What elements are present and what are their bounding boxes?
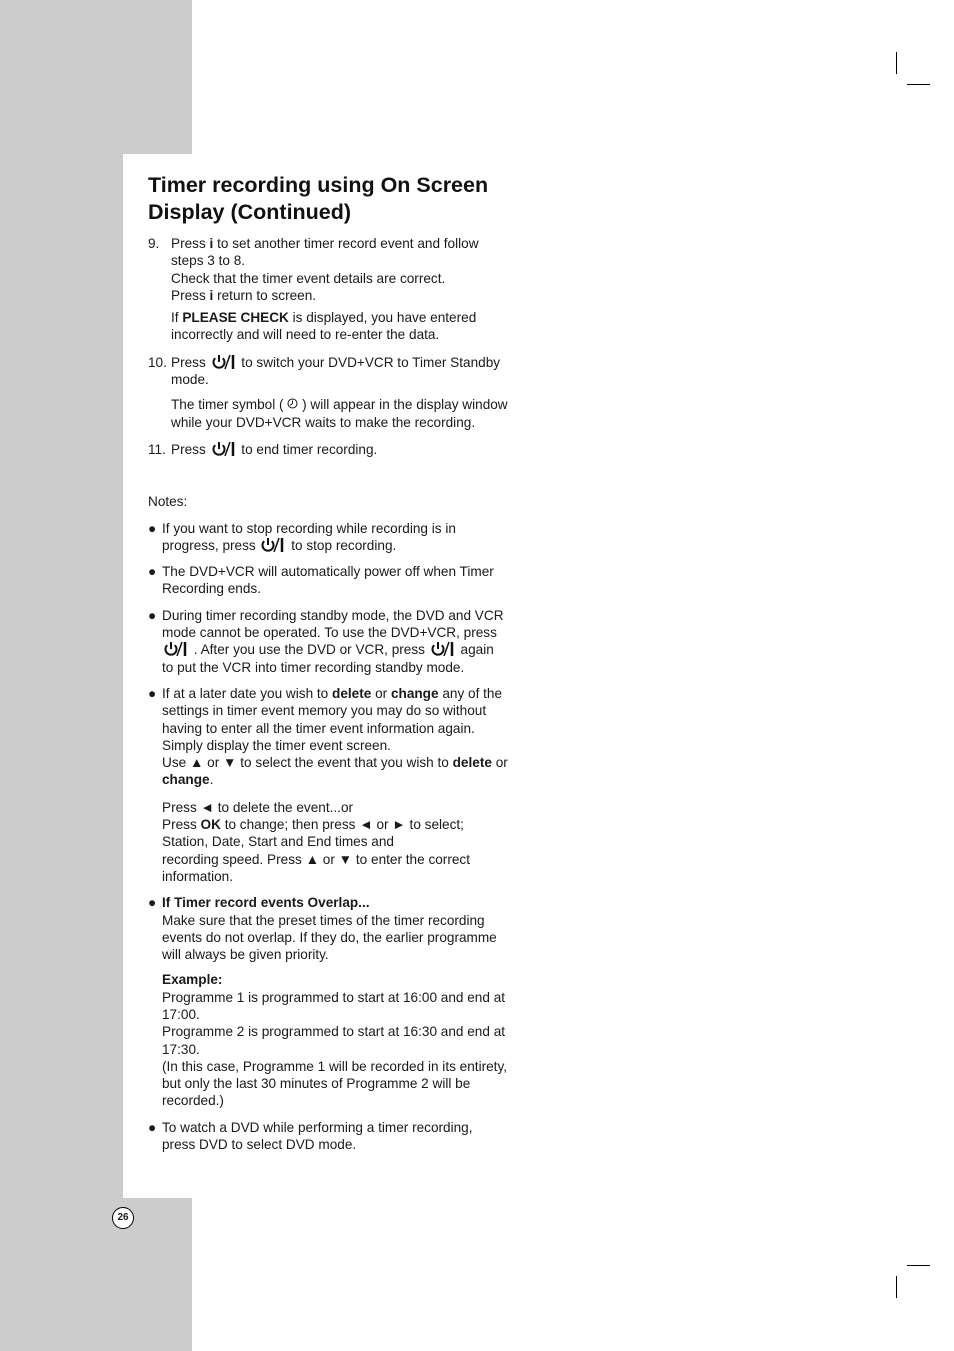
page-title: Timer recording using On Screen Display (Continued) bbox=[148, 173, 489, 224]
bullet: ● bbox=[148, 564, 157, 580]
note-text: To watch a DVD while performing a timer recording, press DVD to select DVD mode. bbox=[162, 1119, 473, 1153]
step-9 bbox=[148, 235, 508, 344]
crop-mark-top-horizontal bbox=[907, 84, 930, 85]
bullet: ● bbox=[148, 895, 157, 911]
step-11 bbox=[148, 441, 508, 458]
step-number: 10. bbox=[148, 354, 167, 370]
bullet: ● bbox=[148, 1119, 157, 1135]
power-standby-icon bbox=[211, 441, 237, 457]
page-number: 26 bbox=[112, 1207, 134, 1229]
bullet: ● bbox=[148, 607, 157, 623]
timer-clock-icon bbox=[287, 398, 298, 409]
step-number: 11. bbox=[148, 441, 166, 457]
example-heading: Example: bbox=[162, 972, 223, 988]
note-1 bbox=[148, 520, 508, 555]
power-standby-icon bbox=[430, 641, 456, 657]
step-10 bbox=[148, 354, 508, 431]
note-5 bbox=[148, 894, 508, 1110]
step-9-line-a: Press i to set another timer record event and follow steps 3 to 8. bbox=[171, 236, 479, 269]
overlap-heading: If Timer record events Overlap... bbox=[162, 895, 370, 911]
crop-mark-bottom-horizontal bbox=[907, 1265, 930, 1266]
note-4 bbox=[148, 685, 508, 885]
note-2 bbox=[148, 563, 508, 598]
step-10-line-a: Press to switch your DVD+VCR to Timer Standby mode. bbox=[171, 354, 501, 388]
step-9-warning: If PLEASE CHECK is displayed, you have entered incorrectly and will need to re-enter the data. bbox=[171, 310, 477, 343]
note-text: The DVD+VCR will automatically power off when Timer Recording ends. bbox=[162, 564, 494, 597]
bullet: ● bbox=[148, 520, 157, 536]
crop-mark-top-vertical bbox=[896, 52, 897, 74]
instructions-body bbox=[148, 235, 508, 1153]
power-standby-icon bbox=[211, 354, 237, 370]
step-text bbox=[171, 235, 508, 344]
crop-mark-bottom-vertical bbox=[896, 1276, 897, 1298]
step-number: 9. bbox=[148, 236, 160, 251]
step-text bbox=[171, 354, 508, 431]
note-text: If you want to stop recording while recording is in progress, press to stop recording. bbox=[162, 520, 456, 553]
step-text bbox=[171, 441, 508, 458]
power-standby-icon bbox=[163, 641, 189, 657]
note-text: If at a later date you wish to delete or change any of the settings in timer event memory you may do so without having to enter all the timer event information again. Simply display the timer event screen. Use ▲ or ▼ to select the event that you wish to delete or change. Press ◄ to delete the event...or Press OK to change; then press ◄ or ► to select; Station, Date, Start and End times and recording speed. Press ▲ or ▼ to enter the correct information. bbox=[162, 685, 508, 884]
note-text: If Timer record events Overlap... Make sure that the preset times of the timer recording events do not overlap. If they do, the earlier programme will always be given priority. Example: Programme 1 is programmed to start at 16:00 and end at 17:00. Programme 2 is programmed to start at 16:30 and end at 17:30. (In this case, Programme 1 will be recorded in its entirety, but only the last 30 minutes of Programme 2 will be recorded.) bbox=[162, 895, 508, 1109]
power-standby-icon bbox=[260, 537, 286, 553]
note-3 bbox=[148, 607, 508, 676]
note-6 bbox=[148, 1119, 508, 1154]
notes-heading: Notes: bbox=[148, 494, 188, 510]
note-text: During timer recording standby mode, the DVD and VCR mode cannot be operated. To use the DVD+VCR, press . After you use the DVD or VCR, press again to put the VCR into timer recording standby mode. bbox=[162, 607, 504, 675]
step-10-line-b: The timer symbol ( ) will appear in the display window while your DVD+VCR waits to make the recording. bbox=[171, 397, 508, 430]
bullet: ● bbox=[148, 685, 157, 701]
step-11-line-a: Press to end timer recording. bbox=[171, 441, 378, 457]
step-9-line-c: Press i return to screen. bbox=[171, 287, 317, 303]
step-9-line-b: Check that the timer event details are correct. bbox=[171, 270, 446, 286]
